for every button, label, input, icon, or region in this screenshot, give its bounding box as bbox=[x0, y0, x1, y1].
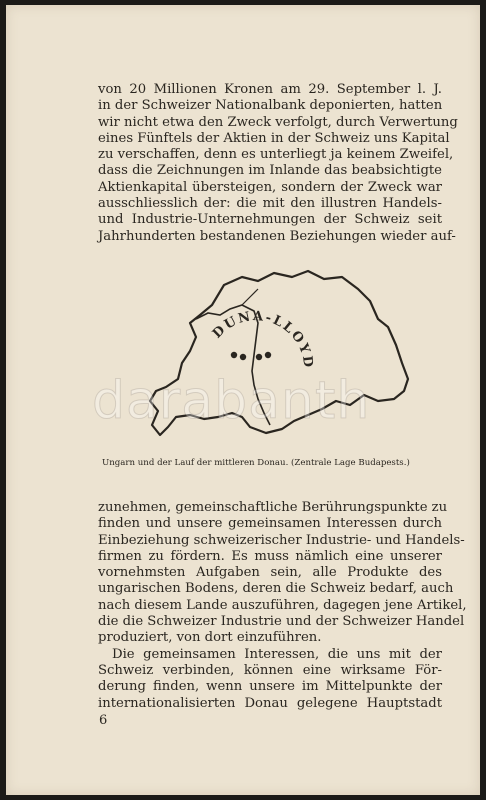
text-line: vornehmsten Aufgaben sein, alle Produkte des bbox=[98, 565, 442, 581]
text-line: Die gemeinsamen Interessen, die uns mit der bbox=[112, 646, 442, 662]
budapest-marker bbox=[231, 352, 271, 360]
text-line: Aktienkapital übersteigen, sondern der Zweck war bbox=[98, 179, 442, 195]
text-line: von 20 Millionen Kronen am 29. September l. J. bbox=[98, 82, 442, 97]
text-line: und Industrie-Unternehmungen der Schweiz seit bbox=[98, 212, 442, 228]
page-number: 6 bbox=[99, 713, 108, 728]
text-line: dass die Zeichnungen im Inlande das beabsichtigte bbox=[98, 163, 442, 179]
text-line: ungarischen Bodens, deren die Schweiz bedarf, auch bbox=[98, 581, 454, 597]
figure-caption: Ungarn und der Lauf der mittleren Donau. (Zentrale Lage Budapests.) bbox=[102, 458, 410, 468]
text-line: die die Schweizer Industrie und der Schweizer Handel bbox=[98, 614, 465, 630]
top-paragraph bbox=[98, 82, 458, 245]
book-page bbox=[6, 5, 480, 795]
map-illustration bbox=[146, 267, 416, 447]
bottom-paragraph bbox=[98, 500, 467, 712]
country-border bbox=[150, 271, 408, 435]
text-line: wir nicht etwa den Zweck verfolgt, durch Verwertung bbox=[98, 114, 458, 130]
text-line: ausschliesslich der: die mit den illustren Handels- bbox=[98, 196, 442, 212]
text-line: derung finden, wenn unsere im Mittelpunkte der bbox=[98, 679, 442, 695]
text-line: Schweiz verbinden, können eine wirksame För- bbox=[98, 662, 442, 678]
text-line: finden und unsere gemeinsamen Interessen durch bbox=[98, 516, 442, 532]
text-line: firmen zu fördern. Es muss nämlich eine unserer bbox=[98, 548, 442, 564]
text-line: in der Schweizer Nationalbank deponierten, hatten bbox=[98, 98, 443, 114]
text-line: eines Fünftels der Aktien in der Schweiz uns Kapital bbox=[98, 130, 450, 146]
text-line: internationalisierten Donau gelegene Hauptstadt bbox=[98, 695, 442, 711]
text-line: produziert, von dort einzuführen. bbox=[98, 630, 322, 646]
text-line: zunehmen, gemeinschaftliche Berührungspunkte zu bbox=[98, 500, 448, 515]
map-label: DUNA-LLOYD bbox=[209, 309, 316, 370]
river-tributary bbox=[242, 289, 258, 305]
hungary-danube-map bbox=[146, 267, 416, 447]
text-line: Jahrhunderten bestandenen Beziehungen wieder auf- bbox=[98, 228, 456, 244]
text-line: zu verschaffen, denn es unterliegt ja keinem Zweifel, bbox=[98, 147, 454, 163]
watermark: darabanth bbox=[92, 371, 371, 431]
text-line: Einbeziehung schweizerischer Industrie- und Handels- bbox=[98, 532, 465, 548]
text-line: nach diesem Lande auszuführen, dagegen jene Artikel, bbox=[98, 597, 467, 613]
